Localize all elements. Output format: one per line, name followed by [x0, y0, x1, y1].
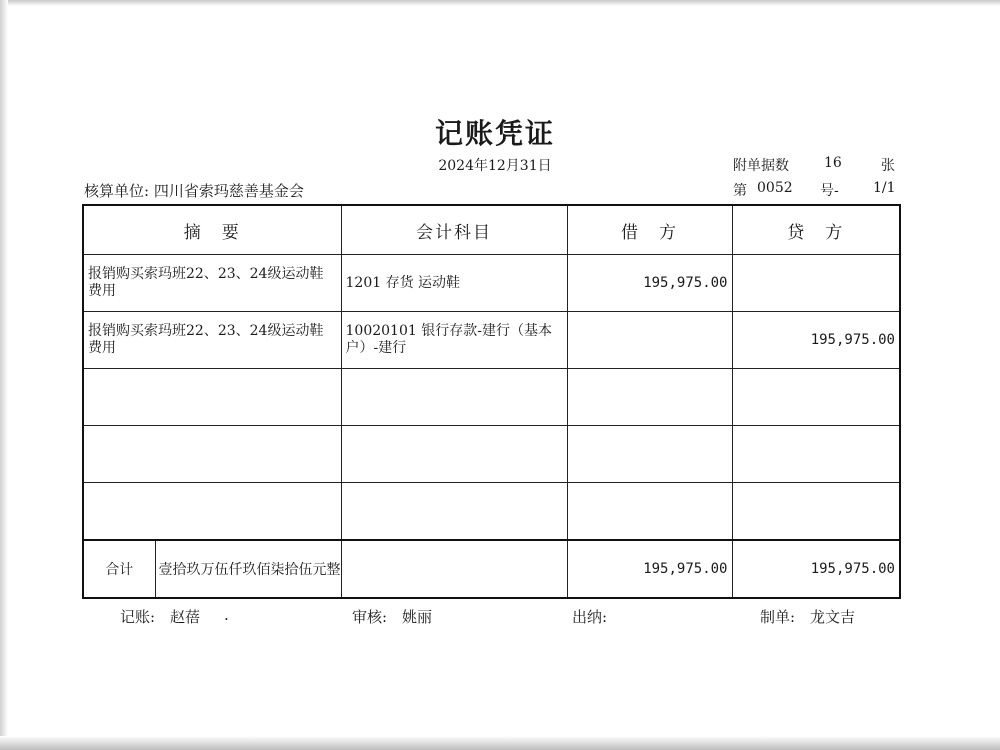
- scan-edge-top: [0, 0, 1000, 6]
- row-account: [341, 426, 567, 483]
- voucher-table: [82, 204, 901, 599]
- total-words-spill: [341, 540, 567, 598]
- row-summary: 报销购买索玛班22、23、24级运动鞋费用: [83, 255, 341, 312]
- reviewer-name: 姚丽: [402, 608, 433, 626]
- attachment-label: 附单据数: [733, 158, 789, 174]
- row-debit: [567, 312, 732, 369]
- accounting-unit-label: 核算单位:: [84, 182, 150, 200]
- table-row: [83, 255, 900, 312]
- header-credit: 贷 方: [732, 205, 900, 255]
- voucher-date: 2024年12月31日: [438, 158, 552, 174]
- table-row: [83, 369, 900, 426]
- header-debit: 借 方: [567, 205, 732, 255]
- table-header-row: [83, 205, 900, 255]
- total-credit: 195,975.00: [732, 540, 900, 598]
- row-debit: [567, 483, 732, 541]
- row-summary: [83, 483, 341, 541]
- voucher-title: 记账凭证: [434, 117, 555, 150]
- row-summary: 报销购买索玛班22、23、24级运动鞋费用: [83, 312, 341, 369]
- table-row: [83, 312, 900, 369]
- total-row: [83, 540, 900, 598]
- sequence-number: 0052: [757, 180, 793, 196]
- attachment-unit: 张: [881, 158, 895, 174]
- total-cell: [83, 540, 341, 598]
- attachment-number: 16: [824, 155, 842, 171]
- header-summary: 摘 要: [83, 205, 341, 255]
- row-credit: [732, 483, 900, 541]
- total-label: 合计: [84, 541, 156, 597]
- row-credit: [732, 426, 900, 483]
- row-debit: [567, 426, 732, 483]
- sequence-suffix: 号-: [820, 183, 839, 199]
- bookkeeper-name: 赵蓓: [170, 608, 201, 626]
- row-debit: [567, 369, 732, 426]
- accounting-unit-name: 四川省索玛慈善基金会: [153, 182, 304, 200]
- preparer-name: 龙文吉: [810, 608, 856, 626]
- row-summary: [83, 369, 341, 426]
- total-debit: 195,975.00: [567, 540, 732, 598]
- accounting-unit: [84, 180, 304, 201]
- total-amount-words: 壹拾玖万伍仟玖佰柒拾伍元整: [158, 562, 341, 578]
- bookkeeper-label: 记账:: [120, 608, 156, 626]
- row-credit: 195,975.00: [732, 312, 900, 369]
- row-summary: [83, 426, 341, 483]
- reviewer-label: 审核:: [352, 608, 388, 626]
- sequence-prefix: 第: [733, 183, 747, 199]
- row-debit: 195,975.00: [567, 255, 732, 312]
- row-credit: [732, 255, 900, 312]
- bookkeeper-mark: .: [224, 606, 229, 624]
- row-account: [341, 483, 567, 541]
- table-row: [83, 483, 900, 541]
- row-account: 1201 存货 运动鞋: [341, 255, 567, 312]
- preparer-label: 制单:: [760, 608, 796, 626]
- row-credit: [732, 369, 900, 426]
- sequence-page: 1/1: [873, 180, 896, 196]
- cashier-label: 出纳:: [572, 608, 608, 626]
- row-account: [341, 369, 567, 426]
- row-account: 10020101 银行存款-建行（基本户）-建行: [341, 312, 567, 369]
- table-row: [83, 426, 900, 483]
- header-account: 会计科目: [341, 205, 567, 255]
- scan-edge-bottom: [0, 736, 1000, 750]
